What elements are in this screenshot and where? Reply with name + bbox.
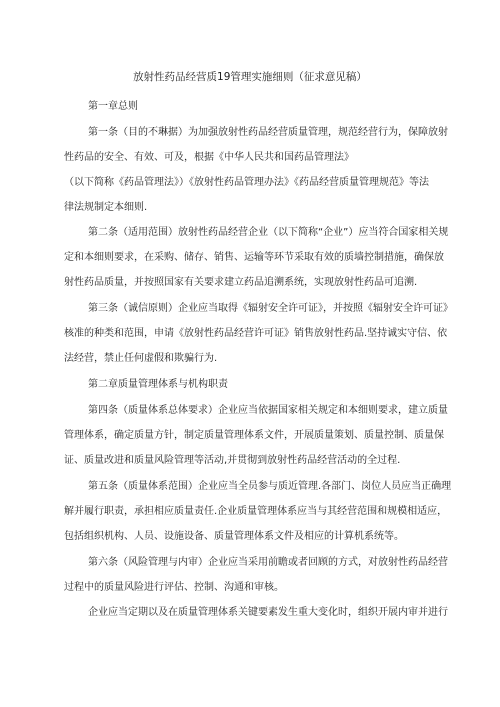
article-5-line: 第五条（质量体系范围）企业应当全员参与质近管理.各部门、岗位人员应当正确理	[88, 481, 452, 492]
article-2-line: 射性药品质量，并按照国家有关要求建立药品追溯系统，实现放射性药品可追溯.	[64, 277, 418, 288]
article-1-line: 律法规制定本细则.	[64, 202, 148, 213]
article-3-line: 第三条（诚信原则）企业应当取得《辐射安全许可证》，并按照《辐射安全许可证》	[88, 303, 453, 314]
article-1-line: 第一条（目的不琳据）为加强放射性药品经营质量管理，规范经营行为，保障放射	[88, 127, 448, 138]
article-1-line: 性药品的安全、有效、可及，根据《中华人民共和国药品管理法》	[64, 152, 354, 163]
article-4-line: 第四条（质量体系总体要求）企业应当依据国家相关规定和本细则要求，建立质量	[88, 405, 448, 416]
article-6-continued-line: 企业应当定期以及在质量管理体系关键要素发生重大变化时，组织开展内审并进行	[88, 607, 448, 618]
chapter-heading-2: 第二章质量管理体系与机构职责	[88, 379, 228, 390]
article-6	[64, 550, 448, 600]
article-2	[64, 220, 449, 295]
article-2-line: 定和本细则要求，在采购、储存、销售、运输等环节采取有效的质墙控制措施，确保放	[64, 252, 444, 263]
article-4	[64, 398, 448, 473]
article-1	[64, 120, 448, 220]
article-5-line: 解并履行职责，承担相应质量责任.企业质量管理体系应当与其经营范围和规模相适应，	[64, 506, 448, 517]
article-3	[64, 296, 453, 371]
article-6-line: 过程中的质量风险进行评估、控制、沟通和审核。	[64, 582, 284, 593]
article-5-line: 包括组织机构、人员、设施设备、质量管理体系文件及相应的计算机系统等。	[64, 531, 404, 542]
document-title: 放射性药品经营质19管理实施细则（征求意见稿）	[133, 71, 367, 83]
article-6-continued	[64, 600, 448, 625]
article-6-line: 第六条（风险管理与内审）企业应当采用前瞻或者回顾的方式，对放射性药品经营	[88, 557, 448, 568]
article-4-line: 管理体系，确定质量方针，制定质量管理体系文件，开展质量策划、质量控制、质量保	[64, 430, 444, 441]
article-3-line: 法经营，禁止任何虚假和欺骗行为.	[64, 353, 218, 364]
article-3-line: 核准的种类和范围，申请《放射性药品经营许可证》销售放射性药品.坚持诚实守信、依	[64, 328, 448, 339]
article-1-line: （以下简称《药品管理法》）《放射性药品管理办法》《药品经营质量管理规范》等法	[64, 177, 429, 188]
article-4-line: 证、质量改进和质量风险管理等活动,并贯彻到放射性药品经营活动的全过程.	[64, 455, 401, 466]
chapter-heading-1: 第一章总则	[88, 101, 138, 112]
article-5	[64, 474, 452, 549]
article-2-line: 第二条（适用范围）放射性药品经营企业（以下简称“企业”）应当符合国家相关规	[88, 227, 449, 238]
